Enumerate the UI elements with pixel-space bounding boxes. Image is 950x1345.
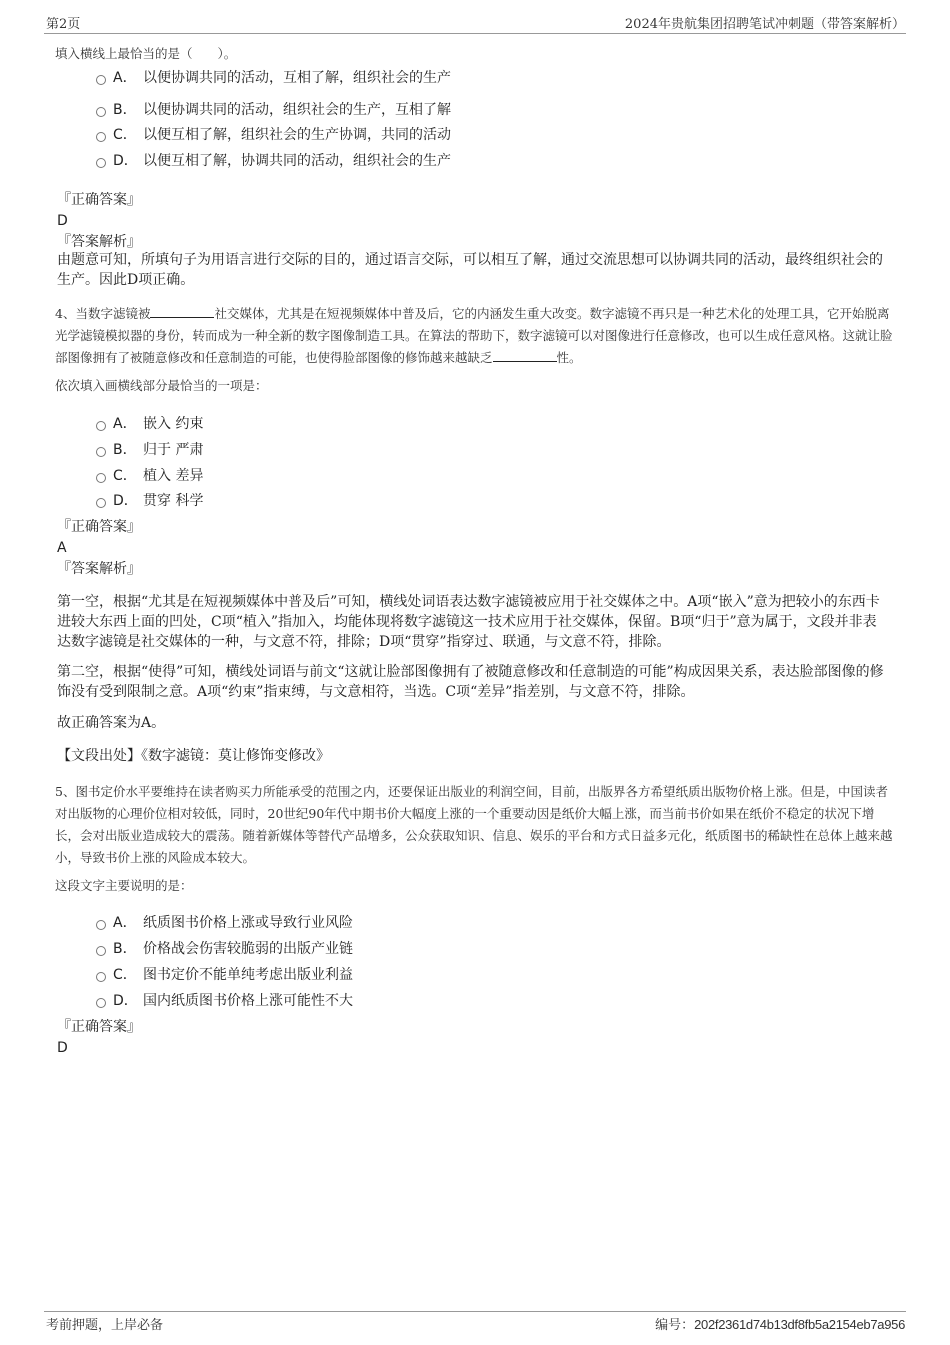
- fill-blank-1: [150, 305, 214, 318]
- q3-option-b[interactable]: B． 以便协调共同的活动，组织社会的生产，互相了解: [96, 99, 451, 121]
- radio-icon[interactable]: [96, 132, 106, 142]
- q4-conclusion: 故正确答案为A。: [57, 715, 166, 731]
- q3-answer-label: 『正确答案』: [57, 192, 141, 208]
- radio-icon[interactable]: [96, 473, 106, 483]
- fill-blank-2: [493, 349, 557, 362]
- radio-icon[interactable]: [96, 75, 106, 85]
- q4-option-d[interactable]: D． 贯穿 科学: [96, 490, 203, 512]
- q4-analysis-label: 『答案解析』: [57, 561, 141, 577]
- radio-icon[interactable]: [96, 421, 106, 431]
- q5-passage: 5、图书定价水平要维持在读者购买力所能承受的范围之内，还要保证出版业的利润空间，目前，出版界各方希望纸质出版物价格上涨。但是，中国读者对出版物的心理价位相对较低，同时，20世纪90年代中期书价大幅度上涨的一个重要动因是纸价大幅上涨，而当前书价如果在纸价不稳定的状况下增长，会对出版业造成较大的震荡。随着新媒体等替代产品增多，公众获取知识、信息、娱乐的平台和方式日益多元化，纸质图书的稀缺性在总体上越来越小，导致书价上涨的风险成本较大。: [55, 784, 893, 865]
- q4-answer-label: 『正确答案』: [57, 519, 141, 535]
- q4-option-c[interactable]: C． 植入 差异: [96, 465, 203, 487]
- q4-answer: A: [57, 540, 67, 556]
- q3-stem: 填入横线上最恰当的是（ ）。: [55, 46, 237, 61]
- q3-analysis-label: 『答案解析』: [57, 234, 141, 250]
- document-title: 2024年贵航集团招聘笔试冲刺题（带答案解析）: [624, 17, 905, 32]
- q5-answer: D: [57, 1040, 68, 1056]
- radio-icon[interactable]: [96, 107, 106, 117]
- q4-analysis-paragraph-2: 第二空，根据“使得”可知，横线处词语与前文“这就让脸部图像拥有了被随意修改和任意制造的可能”构成因果关系，表达脸部图像的修饰没有受到限制之意。A项“约束”指束缚，与文意相符，当选。C项“差异”指差别，与文意不符，排除。: [57, 664, 884, 700]
- page-number: 第2页: [46, 17, 81, 32]
- radio-icon[interactable]: [96, 498, 106, 508]
- q5-stem: 这段文字主要说明的是：: [55, 878, 193, 893]
- footer-rule: [44, 1311, 906, 1312]
- radio-icon[interactable]: [96, 920, 106, 930]
- q3-option-d[interactable]: D． 以便互相了解，协调共同的活动，组织社会的生产: [96, 150, 451, 172]
- q3-option-c[interactable]: C． 以便互相了解，组织社会的生产协调，共同的活动: [96, 124, 451, 146]
- footer-slogan: 考前押题，上岸必备: [46, 1318, 164, 1333]
- q5-answer-label: 『正确答案』: [57, 1019, 141, 1035]
- q4-passage: 4、当数字滤镜被 社交媒体，尤其是在短视频媒体中普及后，它的内涵发生重大改变。数字滤镜不再只是一种艺术化的处理工具，它开始脱离光学滤镜模拟器的身份，转而成为一种全新的数字图像制造工具。在算法的帮助下，数字滤镜可以对图像进行任意修改，也可以生成任意风格。这就让脸部图像拥有了被随意修改和任意制造的可能，也使得脸部图像的修饰越来越缺乏 性。: [55, 306, 893, 365]
- q4-option-b[interactable]: B． 归于 严肃: [96, 439, 203, 461]
- q4-option-a[interactable]: A． 嵌入 约束: [96, 413, 203, 435]
- radio-icon[interactable]: [96, 946, 106, 956]
- q5-option-d[interactable]: D． 国内纸质图书价格上涨可能性不大: [96, 990, 353, 1012]
- radio-icon[interactable]: [96, 998, 106, 1008]
- radio-icon[interactable]: [96, 447, 106, 457]
- q5-option-a[interactable]: A． 纸质图书价格上涨或导致行业风险: [96, 912, 353, 934]
- q3-option-a[interactable]: A． 以便协调共同的活动，互相了解，组织社会的生产: [96, 67, 451, 89]
- q4-source: 【文段出处】《数字滤镜：莫让修饰变修改》: [57, 748, 330, 764]
- q5-option-c[interactable]: C． 图书定价不能单纯考虑出版业利益: [96, 964, 353, 986]
- q5-option-b[interactable]: B． 价格战会伤害较脆弱的出版产业链: [96, 938, 353, 960]
- q4-analysis-paragraph-1: 第一空，根据“尤其是在短视频媒体中普及后”可知，横线处词语表达数字滤镜被应用于社交媒体之中。A项“嵌入”意为把较小的东西卡进较大东西上面的凹处，C项“植入”指加入，均能体现将数字滤镜这一技术应用于社交媒体，保留。B项“归于”意为属于，文段并非表达数字滤镜是社交媒体的一种，与文意不符，排除；D项“贯穿”指穿过、联通，与文意不符，排除。: [57, 594, 880, 650]
- radio-icon[interactable]: [96, 972, 106, 982]
- q4-stem: 依次填入画横线部分最恰当的一项是：: [55, 378, 268, 393]
- q3-analysis: 由题意可知，所填句子为用语言进行交际的目的，通过语言交际，可以相互了解，通过交流思想可以协调共同的活动，最终组织社会的生产。因此D项正确。: [57, 252, 883, 288]
- document-code: 编号：202f2361d74b13df8fb5a2154eb7a956: [655, 1317, 905, 1333]
- radio-icon[interactable]: [96, 158, 106, 168]
- header-rule: [44, 33, 906, 34]
- q3-answer: D: [57, 213, 68, 229]
